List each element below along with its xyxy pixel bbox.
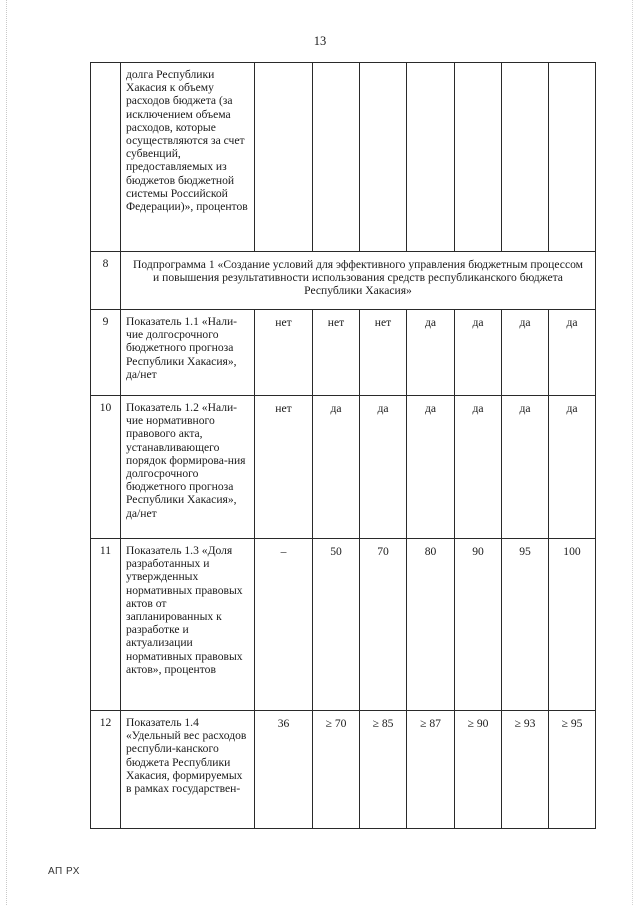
value-cell (455, 63, 502, 252)
value-cell: ≥ 95 (549, 711, 596, 829)
value-cell: да (502, 396, 549, 539)
value-cell: 50 (313, 539, 360, 711)
left-scan-edge (6, 0, 8, 905)
table-row (91, 63, 596, 252)
indicator-description: Показатель 1.3 «Доля разработанных и утвержденных нормативных правовых актов от запланированных к разработке и актуализации нормативных правовых актов», процентов (121, 539, 255, 711)
row-number: 10 (91, 396, 121, 539)
value-cell: ≥ 90 (455, 711, 502, 829)
table-row (91, 711, 596, 829)
value-cell (502, 63, 549, 252)
value-cell: да (549, 396, 596, 539)
value-cell: ≥ 85 (360, 711, 407, 829)
value-cell: ≥ 70 (313, 711, 360, 829)
value-cell: нет (313, 310, 360, 396)
subprogram-title: Подпрограмма 1 «Создание условий для эффективного управления бюджетным процессом и повышения результативности использования средств республиканского бюджета Республики Хакасия» (121, 252, 596, 310)
indicators-table (90, 62, 596, 829)
table-row (91, 310, 596, 396)
value-cell: да (455, 396, 502, 539)
value-cell: да (407, 396, 455, 539)
right-scan-edge (632, 0, 634, 905)
indicator-description: Показатель 1.2 «Нали-чие нормативного правового акта, устанавливающего порядок формирова-ния долгосрочного бюджетного прогноза Республики Хакасия», да/нет (121, 396, 255, 539)
value-cell (313, 63, 360, 252)
indicator-description: долга Республики Хакасия к объему расходов бюджета (за исключением объема расходов, которые осуществляются за счет субвенций, предоставляемых из бюджетов бюджетной системы Российской Федерации)», процентов (121, 63, 255, 252)
value-cell: да (502, 310, 549, 396)
value-cell: 90 (455, 539, 502, 711)
value-cell: да (549, 310, 596, 396)
table-row (91, 539, 596, 711)
row-number: 9 (91, 310, 121, 396)
value-cell: да (360, 396, 407, 539)
value-cell (407, 63, 455, 252)
value-cell (360, 63, 407, 252)
value-cell: нет (255, 310, 313, 396)
row-number: 8 (91, 252, 121, 310)
value-cell: 70 (360, 539, 407, 711)
value-cell: 80 (407, 539, 455, 711)
footer-mark: АП РХ (48, 866, 80, 877)
value-cell: да (407, 310, 455, 396)
value-cell: 36 (255, 711, 313, 829)
indicator-description: Показатель 1.4 «Удельный вес расходов республи-канского бюджета Республики Хакасия, формируемых в рамках государствен- (121, 711, 255, 829)
page-number: 13 (313, 34, 327, 48)
subprogram-row (91, 252, 596, 310)
value-cell (255, 63, 313, 252)
value-cell: да (313, 396, 360, 539)
value-cell: ≥ 93 (502, 711, 549, 829)
value-cell: ≥ 87 (407, 711, 455, 829)
value-cell: нет (255, 396, 313, 539)
value-cell: да (455, 310, 502, 396)
value-cell: 95 (502, 539, 549, 711)
value-cell: – (255, 539, 313, 711)
table-row (91, 396, 596, 539)
indicator-description: Показатель 1.1 «Нали-чие долгосрочного бюджетного прогноза Республики Хакасия», да/нет (121, 310, 255, 396)
value-cell: 100 (549, 539, 596, 711)
row-number (91, 63, 121, 252)
value-cell: нет (360, 310, 407, 396)
value-cell (549, 63, 596, 252)
row-number: 11 (91, 539, 121, 711)
row-number: 12 (91, 711, 121, 829)
